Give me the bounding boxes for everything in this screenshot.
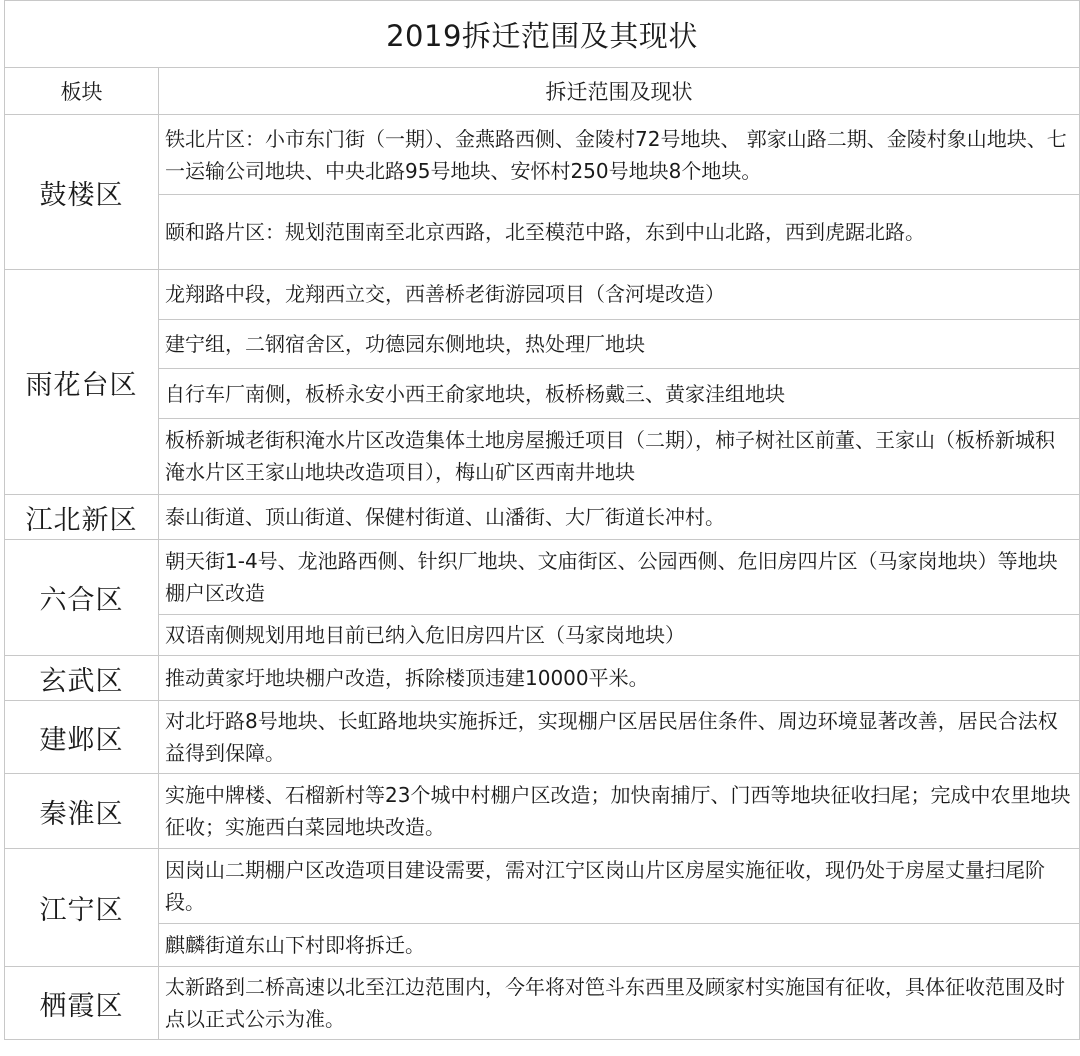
scope-cell[interactable]: 实施中牌楼、石榴新村等23个城中村棚户区改造；加快南捕厅、门西等地块征收扫尾；完成中农里地块征收；实施西白菜园地块改造。 [159, 774, 1080, 849]
table-row [5, 369, 1080, 419]
district-cell[interactable]: 建邺区 [5, 701, 159, 774]
table-title[interactable]: 2019拆迁范围及其现状 [5, 1, 1080, 68]
table-row [5, 615, 1080, 656]
scope-cell[interactable]: 颐和路片区：规划范围南至北京西路，北至模范中路，东到中山北路，西到虎踞北路。 [159, 195, 1080, 270]
scope-cell[interactable]: 龙翔路中段，龙翔西立交，西善桥老街游园项目（含河堤改造） [159, 270, 1080, 320]
table-row [5, 418, 1080, 494]
scope-cell[interactable]: 板桥新城老街积淹水片区改造集体土地房屋搬迁项目（二期），柿子树社区前董、王家山（板桥新城积淹水片区王家山地块改造项目），梅山矿区西南井地块 [159, 418, 1080, 494]
district-cell[interactable]: 鼓楼区 [5, 115, 159, 270]
table-row [5, 270, 1080, 320]
scope-cell[interactable]: 对北圩路8号地块、长虹路地块实施拆迁，实现棚户区居民居住条件、周边环境显著改善，居民合法权益得到保障。 [159, 701, 1080, 774]
scope-cell[interactable]: 建宁组，二钢宿舍区，功德园东侧地块，热处理厂地块 [159, 319, 1080, 369]
table-row [5, 195, 1080, 270]
header-scope[interactable]: 拆迁范围及现状 [159, 68, 1080, 115]
scope-cell[interactable]: 泰山街道、顶山街道、保健村街道、山潘街、大厂街道长冲村。 [159, 495, 1080, 540]
scope-cell[interactable]: 自行车厂南侧，板桥永安小西王俞家地块，板桥杨戴三、黄家洼组地块 [159, 369, 1080, 419]
district-cell[interactable]: 江北新区 [5, 495, 159, 540]
demolition-table [4, 0, 1080, 1040]
header-row [5, 68, 1080, 115]
table-row [5, 924, 1080, 967]
district-cell[interactable]: 秦淮区 [5, 774, 159, 849]
header-district[interactable]: 板块 [5, 68, 159, 115]
title-row [5, 1, 1080, 68]
scope-cell[interactable]: 朝天街1-4号、龙池路西侧、针织厂地块、文庙街区、公园西侧、危旧房四片区（马家岗地块）等地块棚户区改造 [159, 540, 1080, 615]
table-row [5, 540, 1080, 615]
table-row [5, 495, 1080, 540]
table-row [5, 701, 1080, 774]
scope-cell[interactable]: 麒麟街道东山下村即将拆迁。 [159, 924, 1080, 967]
scope-cell[interactable]: 双语南侧规划用地目前已纳入危旧房四片区（马家岗地块） [159, 615, 1080, 656]
scope-cell[interactable]: 因岗山二期棚户区改造项目建设需要，需对江宁区岗山片区房屋实施征收，现仍处于房屋丈量扫尾阶段。 [159, 849, 1080, 924]
scope-cell[interactable]: 铁北片区：小市东门街（一期）、金燕路西侧、金陵村72号地块、 郭家山路二期、金陵村象山地块、七一运输公司地块、中央北路95号地块、安怀村250号地块8个地块。 [159, 115, 1080, 195]
table-row [5, 967, 1080, 1040]
district-cell[interactable]: 栖霞区 [5, 967, 159, 1040]
table-row [5, 656, 1080, 701]
table-row [5, 115, 1080, 195]
district-cell[interactable]: 江宁区 [5, 849, 159, 967]
scope-cell[interactable]: 推动黄家圩地块棚户改造，拆除楼顶违建10000平米。 [159, 656, 1080, 701]
table-row [5, 774, 1080, 849]
scope-cell[interactable]: 太新路到二桥高速以北至江边范围内，今年将对笆斗东西里及顾家村实施国有征收，具体征收范围及时点以正式公示为准。 [159, 967, 1080, 1040]
table-row [5, 849, 1080, 924]
district-cell[interactable]: 玄武区 [5, 656, 159, 701]
district-cell[interactable]: 六合区 [5, 540, 159, 656]
district-cell[interactable]: 雨花台区 [5, 270, 159, 495]
table-row [5, 319, 1080, 369]
